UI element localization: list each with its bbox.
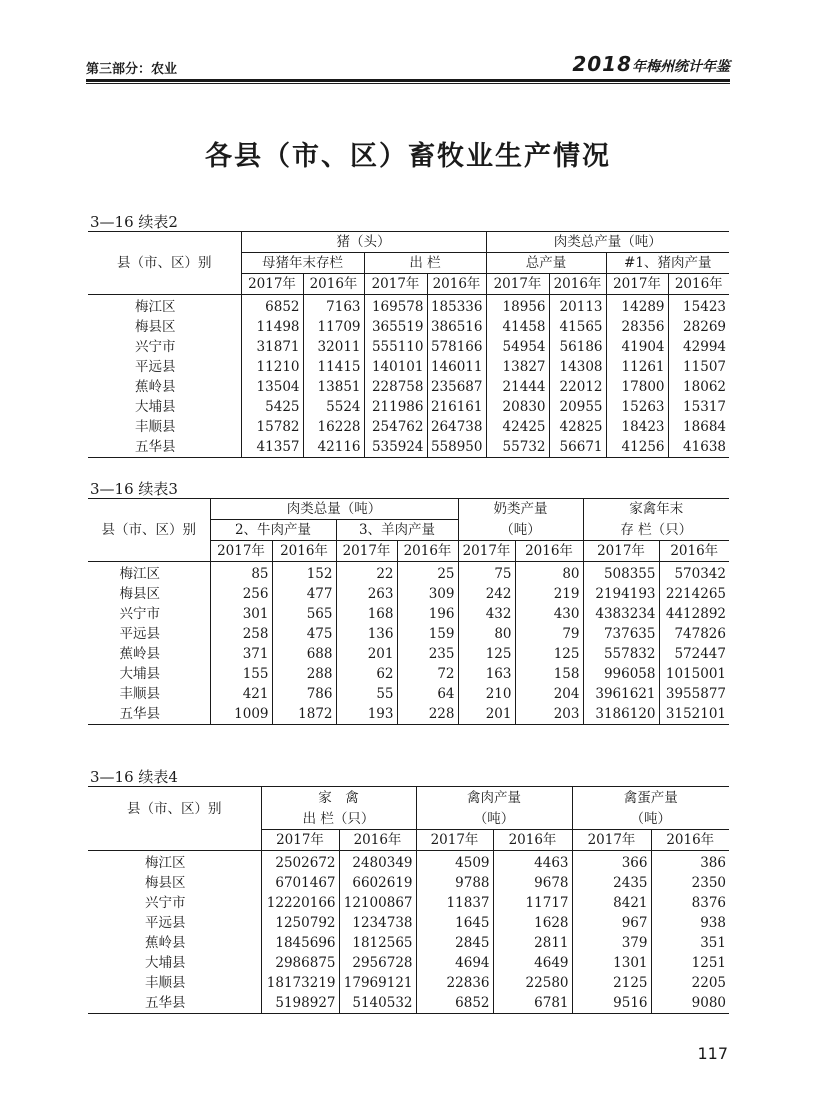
table-cell: 56186	[549, 337, 606, 357]
county-name: 五华县	[88, 993, 261, 1014]
table-cell: 201	[458, 704, 515, 725]
table-cell: 421	[210, 684, 272, 704]
table2-sub-sow-stock: 母猪年末存栏	[241, 253, 364, 274]
table-cell: 13504	[241, 377, 303, 397]
table-cell: 13851	[303, 377, 364, 397]
table-row	[88, 624, 729, 644]
table-cell: 55	[336, 684, 397, 704]
table-cell: 21444	[486, 377, 549, 397]
table3-sub-beef: 2、牛肉产量	[210, 520, 336, 541]
table-cell: 228	[397, 704, 458, 725]
table-cell: 85	[210, 562, 272, 585]
table-cell: 264738	[427, 417, 486, 437]
table-cell: 20955	[549, 397, 606, 417]
table-cell: 11709	[303, 317, 364, 337]
table4-year-header: 2016年	[339, 830, 416, 851]
county-name: 平远县	[135, 359, 176, 375]
table4-row-header: 县（市、区）别	[127, 801, 222, 818]
table3-year-header: 2017年	[210, 541, 272, 562]
table-cell: 9516	[572, 993, 651, 1014]
table-cell: 309	[397, 584, 458, 604]
county-name: 平远县	[119, 626, 160, 642]
table-cell: 688	[272, 644, 336, 664]
table-cell: 54954	[486, 337, 549, 357]
table-row	[88, 933, 729, 953]
table3-group-milk-unit: （吨）	[458, 520, 583, 541]
table-cell: 18423	[606, 417, 668, 437]
table-cell: 256	[210, 584, 272, 604]
table4-year-header: 2017年	[416, 830, 493, 851]
table-cell: 254762	[364, 417, 427, 437]
table3-group-poultry-stock: 家禽年末	[583, 499, 729, 520]
table-cell: 146011	[427, 357, 486, 377]
table-cell: 79	[515, 624, 583, 644]
table3-year-header: 2017年	[336, 541, 397, 562]
county-name: 兴宁市	[119, 606, 160, 622]
table-cell: 578166	[427, 337, 486, 357]
table-cell: 228758	[364, 377, 427, 397]
table2-year-header: 2017年	[241, 274, 303, 295]
table-cell: 4649	[493, 953, 572, 973]
table-cell: 11415	[303, 357, 364, 377]
table-row	[88, 584, 729, 604]
table-row	[88, 851, 729, 874]
table-cell: 42425	[486, 417, 549, 437]
table-cell: 32011	[303, 337, 364, 357]
table-cell: 4383234	[583, 604, 659, 624]
table-cell: 1845696	[261, 933, 339, 953]
table-cell: 22836	[416, 973, 493, 993]
table-cell: 235	[397, 644, 458, 664]
table-cell: 22580	[493, 973, 572, 993]
table-cell: 1301	[572, 953, 651, 973]
table-cell: 1628	[493, 913, 572, 933]
table-cell: 535924	[364, 437, 427, 458]
table-cell: 1872	[272, 704, 336, 725]
table-row	[88, 953, 729, 973]
table-cell: 263	[336, 584, 397, 604]
table-cell: 185336	[427, 295, 486, 318]
table-cell: 1251	[651, 953, 729, 973]
table-cell: 18062	[668, 377, 729, 397]
table-cell: 366	[572, 851, 651, 874]
table-row	[88, 604, 729, 624]
table-cell: 11837	[416, 893, 493, 913]
table-cell: 80	[458, 624, 515, 644]
table-cell: 2480349	[339, 851, 416, 874]
table-cell: 216161	[427, 397, 486, 417]
table-row	[88, 397, 729, 417]
table-cell: 4694	[416, 953, 493, 973]
table-cell: 2125	[572, 973, 651, 993]
table-cell: 2214265	[659, 584, 729, 604]
table-cell: 938	[651, 913, 729, 933]
county-name: 五华县	[88, 437, 241, 458]
table3-caption: 3—16 续表3	[90, 480, 178, 498]
table-cell: 1250792	[261, 913, 339, 933]
table-row	[88, 704, 729, 725]
yearbook-year: 2018	[572, 52, 632, 76]
yearbook-name: 年梅州统计年鉴	[632, 59, 730, 75]
table2-year-header: 2017年	[606, 274, 668, 295]
table-cell: 242	[458, 584, 515, 604]
table-cell: 967	[572, 913, 651, 933]
table-cell: 572447	[659, 644, 729, 664]
table-row	[88, 913, 729, 933]
table-cell: 2194193	[583, 584, 659, 604]
table-cell: 158	[515, 664, 583, 684]
table-cell: 737635	[583, 624, 659, 644]
table-cell: 62	[336, 664, 397, 684]
table-cell: 11261	[606, 357, 668, 377]
table-cell: 196	[397, 604, 458, 624]
table4	[88, 786, 729, 1014]
table-cell: 17800	[606, 377, 668, 397]
table-cell: 6781	[493, 993, 572, 1014]
table-cell: 288	[272, 664, 336, 684]
table-cell: 9080	[651, 993, 729, 1014]
county-name: 兴宁市	[135, 339, 176, 355]
table3-group-milk: 奶类产量	[458, 499, 583, 520]
table-cell: 6701467	[261, 873, 339, 893]
table3-year-header: 2017年	[458, 541, 515, 562]
table-cell: 1015001	[659, 664, 729, 684]
table2-year-header: 2016年	[427, 274, 486, 295]
table3-year-header: 2016年	[659, 541, 729, 562]
table-cell: 386	[651, 851, 729, 874]
table3-row-header: 县（市、区）别	[88, 499, 210, 562]
table3-sub-mutton: 3、羊肉产量	[336, 520, 458, 541]
table4-caption: 3—16 续表4	[90, 768, 178, 786]
table-row	[88, 337, 729, 357]
table-cell: 2502672	[261, 851, 339, 874]
table-cell: 31871	[241, 337, 303, 357]
table-cell: 12220166	[261, 893, 339, 913]
table-cell: 80	[515, 562, 583, 585]
table4-year-header: 2017年	[572, 830, 651, 851]
table-cell: 2205	[651, 973, 729, 993]
table-cell: 18956	[486, 295, 549, 318]
county-name: 梅县区	[119, 586, 160, 602]
table-cell: 11717	[493, 893, 572, 913]
county-name: 丰顺县	[135, 419, 176, 435]
table-cell: 163	[458, 664, 515, 684]
table-cell: 8376	[651, 893, 729, 913]
table4-group-poultry-slaughter-unit: 出 栏（只）	[261, 809, 416, 830]
table-cell: 5198927	[261, 993, 339, 1014]
table-cell: 125	[515, 644, 583, 664]
table-row	[88, 664, 729, 684]
table-cell: 219	[515, 584, 583, 604]
table4-group-eggs: 禽蛋产量	[572, 787, 729, 810]
table2-year-header: 2016年	[668, 274, 729, 295]
table-row	[88, 873, 729, 893]
table3-year-header: 2016年	[272, 541, 336, 562]
table-cell: 22012	[549, 377, 606, 397]
table-cell: 371	[210, 644, 272, 664]
table-cell: 2845	[416, 933, 493, 953]
table-row	[88, 893, 729, 913]
table-cell: 125	[458, 644, 515, 664]
table3	[88, 498, 729, 725]
page-number: 117	[697, 1044, 728, 1063]
table-cell: 42825	[549, 417, 606, 437]
table-row	[88, 437, 729, 458]
table-cell: 570342	[659, 562, 729, 585]
table-cell: 1234738	[339, 913, 416, 933]
table-cell: 42994	[668, 337, 729, 357]
table-cell: 56671	[549, 437, 606, 458]
table-cell: 72	[397, 664, 458, 684]
table-cell: 11210	[241, 357, 303, 377]
table-cell: 136	[336, 624, 397, 644]
table-row	[88, 973, 729, 993]
table-cell: 379	[572, 933, 651, 953]
county-name: 梅江区	[119, 566, 160, 582]
table-row	[88, 417, 729, 437]
table-cell: 508355	[583, 562, 659, 585]
county-name: 梅县区	[145, 875, 186, 891]
table-row	[88, 377, 729, 397]
table-cell: 211986	[364, 397, 427, 417]
county-name: 梅江区	[145, 855, 186, 871]
table-cell: 1812565	[339, 933, 416, 953]
table-cell: 475	[272, 624, 336, 644]
table-cell: 996058	[583, 664, 659, 684]
table3-year-header: 2017年	[583, 541, 659, 562]
table-cell: 64	[397, 684, 458, 704]
table-cell: 204	[515, 684, 583, 704]
table-cell: 25	[397, 562, 458, 585]
table2-year-header: 2016年	[549, 274, 606, 295]
table-cell: 5524	[303, 397, 364, 417]
table-cell: 41565	[549, 317, 606, 337]
table-cell: 365519	[364, 317, 427, 337]
table2	[88, 231, 729, 458]
table-cell: 557832	[583, 644, 659, 664]
table-cell: 555110	[364, 337, 427, 357]
table-cell: 6602619	[339, 873, 416, 893]
table-cell: 41638	[668, 437, 729, 458]
table-cell: 301	[210, 604, 272, 624]
table3-group-poultry-stock-unit: 存 栏（只）	[583, 520, 729, 541]
table-cell: 20113	[549, 295, 606, 318]
table-cell: 203	[515, 704, 583, 725]
county-name: 大埔县	[135, 399, 176, 415]
table-cell: 28356	[606, 317, 668, 337]
table-cell: 17969121	[339, 973, 416, 993]
table-cell: 28269	[668, 317, 729, 337]
table-cell: 5140532	[339, 993, 416, 1014]
table-cell: 9678	[493, 873, 572, 893]
table-cell: 4463	[493, 851, 572, 874]
table-cell: 351	[651, 933, 729, 953]
table4-group-poultry-meat: 禽肉产量	[416, 787, 572, 810]
table-cell: 2986875	[261, 953, 339, 973]
table-cell: 747826	[659, 624, 729, 644]
table2-sub-total-output: 总产量	[486, 253, 606, 274]
table-cell: 477	[272, 584, 336, 604]
table-cell: 5425	[241, 397, 303, 417]
table-cell: 4412892	[659, 604, 729, 624]
table2-year-header: 2017年	[486, 274, 549, 295]
table-row	[88, 317, 729, 337]
table-cell: 786	[272, 684, 336, 704]
table-cell: 558950	[427, 437, 486, 458]
header-rule	[86, 79, 730, 82]
county-name: 五华县	[88, 704, 210, 725]
table-cell: 15317	[668, 397, 729, 417]
table-cell: 41458	[486, 317, 549, 337]
table4-year-header: 2016年	[651, 830, 729, 851]
table-cell: 14289	[606, 295, 668, 318]
table-cell: 15423	[668, 295, 729, 318]
table-cell: 2956728	[339, 953, 416, 973]
table-cell: 3186120	[583, 704, 659, 725]
table-cell: 12100867	[339, 893, 416, 913]
county-name: 兴宁市	[145, 895, 186, 911]
table3-year-header: 2016年	[515, 541, 583, 562]
table-row	[88, 295, 729, 318]
running-header	[86, 48, 730, 82]
table4-group-poultry-slaughter: 家 禽	[261, 787, 416, 810]
table-cell: 11507	[668, 357, 729, 377]
table2-group-meat: 肉类总产量（吨）	[486, 232, 729, 253]
table-cell: 3961621	[583, 684, 659, 704]
table-cell: 42116	[303, 437, 364, 458]
table-cell: 2811	[493, 933, 572, 953]
county-name: 梅江区	[135, 299, 176, 315]
table2-group-pigs: 猪（头）	[241, 232, 486, 253]
table-cell: 15263	[606, 397, 668, 417]
table3-group-meat: 肉类总量（吨）	[210, 499, 458, 520]
table-cell: 1009	[210, 704, 272, 725]
table4-year-header: 2016年	[493, 830, 572, 851]
table-cell: 152	[272, 562, 336, 585]
table-cell: 22	[336, 562, 397, 585]
table-cell: 168	[336, 604, 397, 624]
table-row	[88, 993, 729, 1014]
section-label: 第三部分：农业	[86, 62, 178, 77]
table-cell: 3955877	[659, 684, 729, 704]
table-row	[88, 684, 729, 704]
table-cell: 432	[458, 604, 515, 624]
table-cell: 13827	[486, 357, 549, 377]
table-cell: 193	[336, 704, 397, 725]
county-name: 蕉岭县	[135, 379, 176, 395]
table2-row-header: 县（市、区）别	[88, 232, 241, 295]
county-name: 大埔县	[119, 666, 160, 682]
table-cell: 20830	[486, 397, 549, 417]
table-cell: 8421	[572, 893, 651, 913]
yearbook-label	[572, 52, 730, 76]
header-rule-thin	[86, 83, 730, 84]
table-cell: 6852	[241, 295, 303, 318]
table-row	[88, 562, 729, 585]
table4-year-header: 2017年	[261, 830, 339, 851]
county-name: 丰顺县	[119, 686, 160, 702]
table-cell: 159	[397, 624, 458, 644]
county-name: 蕉岭县	[119, 646, 160, 662]
table-cell: 3152101	[659, 704, 729, 725]
table2-caption: 3—16 续表2	[90, 213, 178, 231]
table-cell: 1645	[416, 913, 493, 933]
county-name: 丰顺县	[145, 975, 186, 991]
table-cell: 140101	[364, 357, 427, 377]
table-cell: 55732	[486, 437, 549, 458]
table4-group-poultry-meat-unit: （吨）	[416, 809, 572, 830]
table-cell: 4509	[416, 851, 493, 874]
county-name: 蕉岭县	[145, 935, 186, 951]
table-cell: 258	[210, 624, 272, 644]
table4-group-eggs-unit: （吨）	[572, 809, 729, 830]
table-cell: 2435	[572, 873, 651, 893]
table-cell: 41357	[241, 437, 303, 458]
table-row	[88, 644, 729, 664]
table-cell: 565	[272, 604, 336, 624]
table-cell: 18173219	[261, 973, 339, 993]
table-cell: 430	[515, 604, 583, 624]
table-cell: 169578	[364, 295, 427, 318]
table-cell: 41256	[606, 437, 668, 458]
table2-year-header: 2016年	[303, 274, 364, 295]
table-cell: 6852	[416, 993, 493, 1014]
table-cell: 14308	[549, 357, 606, 377]
county-name: 平远县	[145, 915, 186, 931]
table-cell: 18684	[668, 417, 729, 437]
table-cell: 11498	[241, 317, 303, 337]
table-cell: 210	[458, 684, 515, 704]
table-cell: 75	[458, 562, 515, 585]
table3-year-header: 2016年	[397, 541, 458, 562]
county-name: 梅县区	[135, 319, 176, 335]
table-cell: 235687	[427, 377, 486, 397]
table-cell: 201	[336, 644, 397, 664]
table-cell: 15782	[241, 417, 303, 437]
table-cell: 386516	[427, 317, 486, 337]
county-name: 大埔县	[145, 955, 186, 971]
table2-year-header: 2017年	[364, 274, 427, 295]
table-cell: 16228	[303, 417, 364, 437]
table-cell: 2350	[651, 873, 729, 893]
table-cell: 41904	[606, 337, 668, 357]
page-title: 各县（市、区）畜牧业生产情况	[205, 141, 611, 172]
table-row	[88, 357, 729, 377]
table2-sub-slaughter: 出 栏	[364, 253, 486, 274]
table-cell: 7163	[303, 295, 364, 318]
table-cell: 9788	[416, 873, 493, 893]
table-cell: 155	[210, 664, 272, 684]
table2-sub-pork-output: #1、猪肉产量	[606, 253, 729, 274]
